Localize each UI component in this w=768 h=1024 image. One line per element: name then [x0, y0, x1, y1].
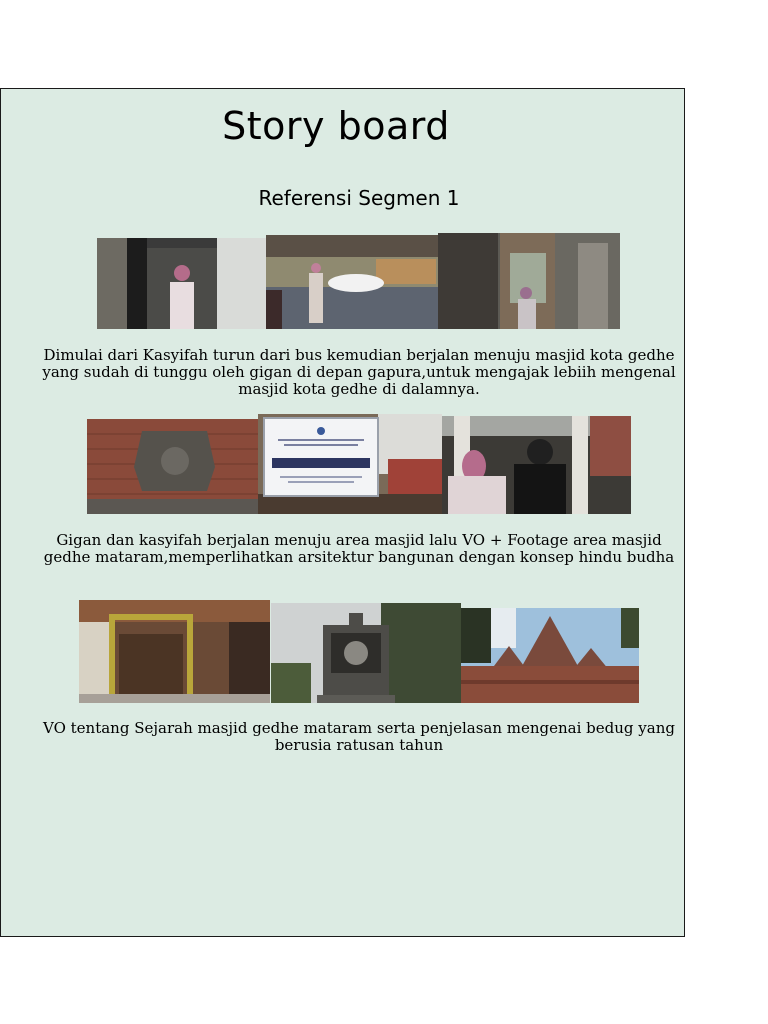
segment-3-caption: VO tentang Sejarah masjid gedhe mataram serta penjelasan mengenai bedug yang berusia ratusan tahun [43, 719, 675, 754]
photo-stone-relief [87, 419, 258, 514]
page-title: Story board [222, 104, 450, 148]
photo-temple-roof [461, 608, 639, 703]
photo-gapura-entrance [438, 233, 620, 329]
segment-1-caption: Dimulai dari Kasyifah turun dari bus kemudian berjalan menuju masjid kota gedhe yang sudah di tunggu oleh gigan di depan gapura,untuk mengajak lebiih mengenal masjid kota gedhe di dalamnya. [42, 346, 676, 398]
photo-bus-door [97, 238, 266, 329]
photo-mosque-courtyard [442, 416, 631, 514]
photo-mosque-sign [258, 414, 442, 514]
photo-stone-monument [271, 603, 461, 703]
segment-heading: Referensi Segmen 1 [258, 186, 460, 210]
photo-bedug-drum [79, 600, 270, 703]
photo-street-gate [266, 235, 438, 329]
segment-2-caption: Gigan dan kasyifah berjalan menuju area masjid lalu VO + Footage area masjid gedhe mataram,memperlihatkan arsitektur bangunan dengan konsep hindu budha [43, 531, 675, 566]
